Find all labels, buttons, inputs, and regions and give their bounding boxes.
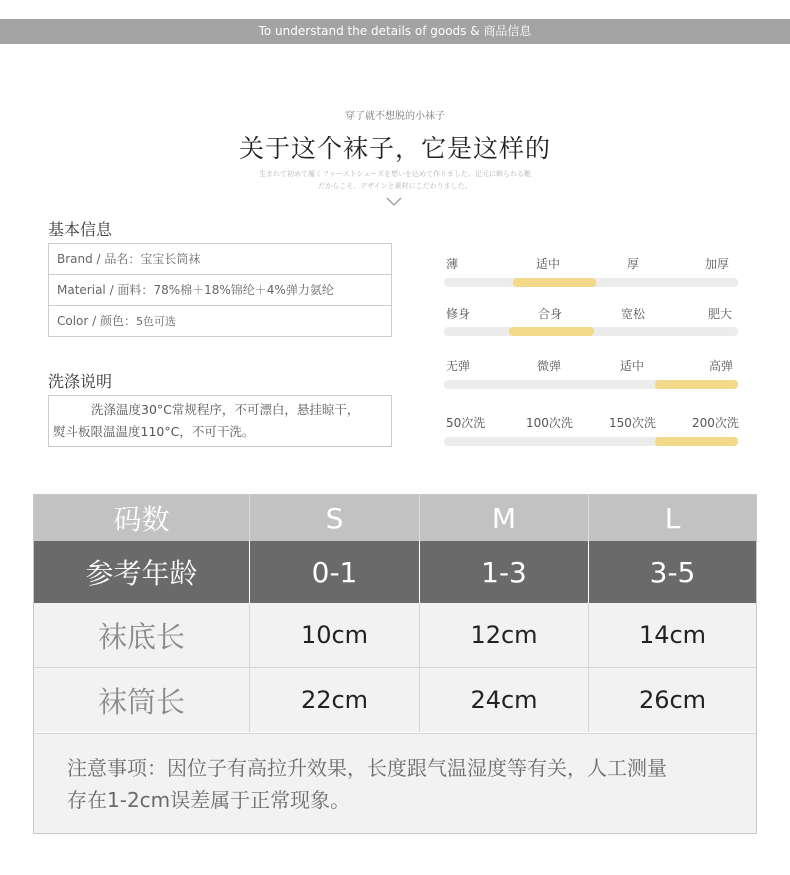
chevron-down-icon bbox=[386, 197, 402, 207]
washing-line-1: 洗涤温度30°C常规程序，不可漂白，悬挂晾干， bbox=[91, 402, 360, 417]
size-table bbox=[33, 494, 757, 834]
scale-label: 适中 bbox=[620, 359, 645, 373]
table-cell: 24cm bbox=[419, 668, 588, 732]
scale-selected-fill bbox=[655, 380, 738, 389]
scale-track bbox=[444, 278, 738, 287]
header-cell: M bbox=[419, 495, 588, 541]
table-cell: 1-3 bbox=[419, 541, 588, 603]
scale-label: 150次洗 bbox=[609, 416, 656, 430]
info-label: Material / 面料： bbox=[57, 283, 154, 297]
japanese-subtitle bbox=[0, 168, 790, 192]
table-header-row bbox=[34, 495, 756, 541]
page-title: 关于这个袜子，它是这样的 bbox=[238, 134, 551, 163]
info-row-material bbox=[49, 275, 391, 306]
basic-info-box bbox=[48, 243, 392, 337]
tagline: 穿了就不想脱的小袜子 bbox=[345, 111, 445, 122]
info-value: 宝宝长筒袜 bbox=[140, 252, 201, 266]
scale-label: 适中 bbox=[536, 257, 561, 271]
scale-label: 无弹 bbox=[446, 359, 471, 373]
note-line-2: 存在1-2cm误差属于正常现象。 bbox=[67, 788, 351, 812]
header-cell: L bbox=[588, 495, 756, 541]
scale-selected-fill bbox=[509, 327, 594, 336]
scale-label: 肥大 bbox=[708, 307, 733, 321]
scale-track bbox=[444, 327, 738, 336]
table-row bbox=[34, 667, 756, 732]
table-row-age bbox=[34, 541, 756, 603]
scale-thickness bbox=[444, 255, 738, 273]
scale-selected-fill bbox=[513, 278, 596, 287]
basic-info-title: 基本信息 bbox=[48, 220, 113, 239]
scale-track bbox=[444, 380, 738, 389]
note-line-1: 注意事项：因位子有高拉升效果，长度跟气温湿度等有关，人工测量 bbox=[67, 756, 667, 780]
scale-label: 厚 bbox=[627, 257, 640, 271]
section-banner: To understand the details of goods & 商品信息 bbox=[0, 19, 790, 44]
washing-line-2: 熨斗板限温温度110°C，不可干洗。 bbox=[53, 424, 255, 439]
info-label: Color / 颜色： bbox=[57, 314, 137, 328]
table-cell: 14cm bbox=[588, 603, 756, 667]
scale-label: 200次洗 bbox=[692, 416, 739, 430]
scale-selected-fill bbox=[655, 437, 738, 446]
table-cell: 10cm bbox=[249, 603, 419, 667]
washing-title: 洗涤说明 bbox=[48, 372, 113, 391]
scale-label: 微弹 bbox=[537, 359, 562, 373]
scale-label: 50次洗 bbox=[446, 416, 486, 430]
info-label: Brand / 品名： bbox=[57, 252, 141, 266]
washing-instructions bbox=[48, 395, 392, 447]
scale-label: 宽松 bbox=[621, 307, 646, 321]
scale-label: 合身 bbox=[538, 307, 563, 321]
table-row bbox=[34, 603, 756, 667]
row-label: 袜筒长 bbox=[97, 684, 185, 719]
row-label: 参考年龄 bbox=[85, 557, 198, 590]
info-row-color bbox=[49, 306, 391, 337]
table-cell: 12cm bbox=[419, 603, 588, 667]
scale-label: 修身 bbox=[446, 307, 471, 321]
table-cell: 0-1 bbox=[249, 541, 419, 603]
scale-label: 100次洗 bbox=[526, 416, 573, 430]
size-note bbox=[34, 733, 756, 833]
table-cell: 3-5 bbox=[588, 541, 756, 603]
info-value: 78%棉＋18%锦纶＋4%弹力氨纶 bbox=[153, 283, 334, 297]
scale-wash-durability bbox=[444, 414, 738, 432]
japanese-line-1: 生まれて初めて履くファーストシューズを想いを込めて作りました。足元に飾られる靴 bbox=[258, 170, 532, 178]
info-value: 5色可选 bbox=[136, 315, 177, 328]
table-cell: 26cm bbox=[588, 668, 756, 732]
scale-label: 薄 bbox=[446, 257, 459, 271]
japanese-line-2: だからこそ、デザインと素材にこだわりました。 bbox=[318, 182, 472, 190]
scale-elasticity bbox=[444, 357, 738, 375]
row-label: 袜底长 bbox=[97, 619, 185, 654]
header-cell: S bbox=[249, 495, 419, 541]
scale-track bbox=[444, 437, 738, 446]
info-row-brand bbox=[49, 244, 391, 275]
scale-label: 高弹 bbox=[709, 359, 734, 373]
scale-label: 加厚 bbox=[705, 257, 730, 271]
header-cell: 码数 bbox=[113, 503, 170, 536]
scale-fit bbox=[444, 305, 738, 323]
table-cell: 22cm bbox=[249, 668, 419, 732]
